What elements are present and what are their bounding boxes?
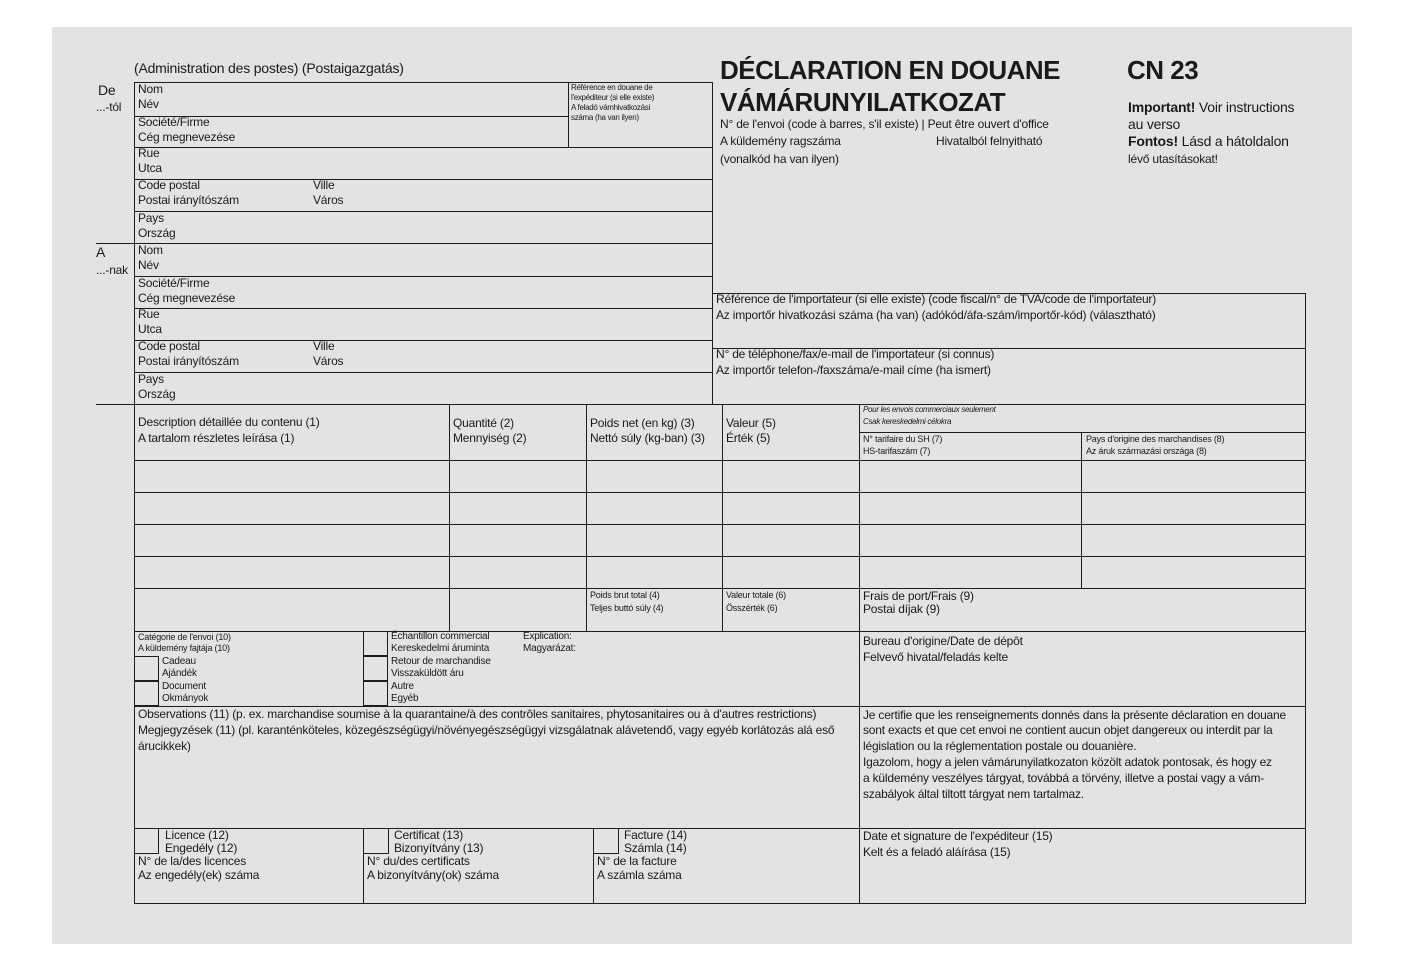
commercial-only-fr: Pour les envois commerciaux seulement bbox=[863, 405, 996, 414]
value-header-hu: Érték (5) bbox=[726, 431, 771, 445]
gross-weight-fr: Poids brut total (4) bbox=[590, 590, 660, 600]
recipient-nak-label: ...-nak bbox=[96, 263, 128, 277]
licence-label: Licence (12) bbox=[165, 828, 229, 842]
recipient-ville: Ville bbox=[313, 339, 335, 353]
category-ajandek: Ajándék bbox=[162, 668, 197, 679]
sender-pays: Pays bbox=[138, 211, 164, 225]
certify-line-2: sont exacts et que cet envoi ne contient aucun objet dangereux ou interdit par la bbox=[863, 723, 1273, 737]
szamla-label: Számla (14) bbox=[624, 841, 687, 855]
postage-fr: Frais de port/Frais (9) bbox=[863, 589, 974, 603]
postage-hu: Postai díjak (9) bbox=[863, 602, 940, 616]
category-retour: Retour de marchandise bbox=[391, 656, 491, 667]
important-note-2: au verso bbox=[1128, 116, 1181, 132]
certify-line-4: Igazolom, hogy a jelen vámárunyilatkozaton közölt adatok pontosak, és hogy ez bbox=[863, 755, 1272, 769]
checkbox-autre[interactable] bbox=[363, 681, 388, 706]
category-autre: Autre bbox=[391, 681, 414, 692]
form-title-hu: VÁMÁRUNYILATKOZAT bbox=[720, 87, 1006, 117]
recipient-code-postal: Code postal bbox=[138, 339, 200, 353]
recipient-utca: Utca bbox=[138, 322, 162, 336]
tariff-header-hu: HS-tarifaszám (7) bbox=[863, 446, 931, 456]
total-value-fr: Valeur totale (6) bbox=[726, 590, 786, 600]
certify-line-6: szabályok által tiltott tárgyat nem tartalmaz. bbox=[863, 787, 1084, 801]
recipient-a-label: A bbox=[96, 244, 106, 260]
form-title-fr: DÉCLARATION EN DOUANE bbox=[720, 55, 1061, 85]
gross-weight-hu: Teljes buttó súly (4) bbox=[590, 603, 664, 613]
hivatalbol-label: Hivatalból felnyitható bbox=[936, 134, 1043, 148]
bizonyitvany-label: Bizonyítvány (13) bbox=[394, 841, 484, 855]
sender-ville: Ville bbox=[313, 178, 335, 192]
origin-header-fr: Pays d'origine des marchandises (8) bbox=[1086, 434, 1225, 444]
sender-societe: Société/Firme bbox=[138, 115, 210, 129]
engedely-label: Engedély (12) bbox=[165, 841, 238, 855]
licence-number-fr: N° de la/des licences bbox=[138, 854, 246, 868]
fontos-note: Fontos! Lásd a hátoldalon bbox=[1128, 133, 1289, 149]
certificat-number-hu: A bizonyítvány(ok) száma bbox=[367, 868, 499, 882]
kuldemeny-ragszam-label: A küldemény ragszáma bbox=[720, 134, 841, 148]
sender-orszag: Ország bbox=[138, 226, 176, 240]
certify-line-5: a küldemény veszélyes tárgyat, továbbá a törvény, illetve a postai vagy a vám- bbox=[863, 771, 1265, 785]
checkbox-certificat[interactable] bbox=[363, 828, 389, 854]
certify-line-3: législation ou la réglementation postale ou douanière. bbox=[863, 739, 1137, 753]
sender-rue: Rue bbox=[138, 146, 160, 160]
administration-label: (Administration des postes) (Postaigazgatás) bbox=[134, 60, 404, 76]
vonalkod-label: (vonalkód ha van ilyen) bbox=[720, 152, 839, 166]
checkbox-cadeau[interactable] bbox=[134, 656, 159, 681]
sender-iranyitoszam: Postai irányítószám bbox=[138, 193, 239, 207]
facture-label: Facture (14) bbox=[624, 828, 687, 842]
tariff-header-fr: N° tarifaire du SH (7) bbox=[863, 434, 943, 444]
signature-label-fr: Date et signature de l'expéditeur (15) bbox=[863, 829, 1053, 843]
observations-line-3: árucikkek) bbox=[138, 739, 191, 753]
observations-line-1: Observations (11) (p. ex. marchandise soumise à la quarantaine/à des contrôles sanitaires, phytosanitaires ou à d'autres restrictions) bbox=[138, 707, 817, 721]
sender-varos: Város bbox=[313, 193, 344, 207]
recipient-societe: Société/Firme bbox=[138, 276, 210, 290]
sender-nom: Nom bbox=[138, 82, 163, 96]
recipient-orszag: Ország bbox=[138, 387, 176, 401]
category-document: Document bbox=[162, 681, 206, 692]
licence-number-hu: Az engedély(ek) száma bbox=[138, 868, 260, 882]
importer-tel-fr: N° de téléphone/fax/e-mail de l'importateur (si connus) bbox=[716, 347, 995, 361]
desc-header-hu: A tartalom részletes leírása (1) bbox=[138, 431, 295, 445]
recipient-varos: Város bbox=[313, 354, 344, 368]
office-origin-hu: Felvevő hivatal/feladás kelte bbox=[863, 650, 1008, 664]
commercial-only-hu: Csak kereskedelmi célokra bbox=[863, 417, 952, 426]
qty-header-hu: Mennyiség (2) bbox=[453, 431, 527, 445]
importer-ref-hu: Az importőr hivatkozási száma (ha van) (adókód/áfa-szám/importőr-kód) (választható) bbox=[716, 308, 1156, 322]
origin-header-hu: Az áruk származási országa (8) bbox=[1086, 446, 1207, 456]
importer-ref-fr: Référence de l'importateur (si elle existe) (code fiscal/n° de TVA/code de l'importateur) bbox=[716, 292, 1157, 306]
sender-code-postal: Code postal bbox=[138, 178, 200, 192]
recipient-iranyitoszam: Postai irányítószám bbox=[138, 354, 239, 368]
recipient-ceg: Cég megnevezése bbox=[138, 291, 236, 305]
importer-tel-hu: Az importőr telefon-/faxszáma/e-mail címe (ha ismert) bbox=[716, 363, 991, 377]
checkbox-facture[interactable] bbox=[593, 828, 619, 854]
checkbox-licence[interactable] bbox=[134, 828, 159, 854]
certificat-number-fr: N° du/des certificats bbox=[367, 854, 470, 868]
invoice-number-hu: A számla száma bbox=[597, 868, 682, 882]
sender-ref-1: Référence en douane de bbox=[571, 83, 653, 92]
sender-de-label: De bbox=[98, 82, 116, 98]
weight-header-hu: Nettó súly (kg-ban) (3) bbox=[590, 431, 705, 445]
category-egyeb: Egyéb bbox=[391, 693, 419, 704]
signature-label-hu: Kelt és a feladó aláírása (15) bbox=[863, 845, 1011, 859]
desc-header-fr: Description détaillée du contenu (1) bbox=[138, 415, 320, 429]
customs-declaration-form bbox=[52, 27, 1352, 944]
certify-line-1: Je certifie que les renseignements donnés dans la présente déclaration en douane bbox=[863, 708, 1286, 722]
checkbox-echantillon[interactable] bbox=[363, 631, 388, 656]
sender-ref-3: A feladó vámhivatkozási bbox=[571, 103, 650, 112]
sender-utca: Utca bbox=[138, 161, 162, 175]
category-okmanyok: Okmányok bbox=[162, 693, 209, 704]
sender-nev: Név bbox=[138, 97, 159, 111]
category-kereskedelmi: Kereskedelmi áruminta bbox=[391, 643, 490, 654]
certificat-label: Certificat (13) bbox=[394, 828, 464, 842]
total-value-hu: Összérték (6) bbox=[726, 603, 778, 613]
category-echantillon: Échantillon commercial bbox=[391, 631, 490, 642]
checkbox-retour[interactable] bbox=[363, 656, 388, 681]
recipient-nom: Nom bbox=[138, 243, 163, 257]
sender-ceg: Cég megnevezése bbox=[138, 130, 236, 144]
recipient-rue: Rue bbox=[138, 307, 160, 321]
category-cadeau: Cadeau bbox=[162, 656, 196, 667]
category-title-hu: A küldemény fajtája (10) bbox=[138, 643, 230, 653]
invoice-number-fr: N° de la facture bbox=[597, 854, 677, 868]
value-header-fr: Valeur (5) bbox=[726, 416, 776, 430]
explication-label: Explication: bbox=[523, 631, 572, 642]
qty-header-fr: Quantité (2) bbox=[453, 416, 514, 430]
checkbox-document[interactable] bbox=[134, 681, 159, 706]
envoi-number-label: N° de l'envoi (code à barres, s'il existe) | Peut être ouvert d'office bbox=[720, 117, 1049, 131]
sender-ref-2: l'expéditeur (si elle existe) bbox=[571, 93, 655, 102]
magyarazat-label: Magyarázat: bbox=[523, 643, 576, 654]
recipient-nev: Név bbox=[138, 258, 159, 272]
weight-header-fr: Poids net (en kg) (3) bbox=[590, 416, 695, 430]
sender-ref-4: száma (ha van ilyen) bbox=[571, 113, 639, 122]
fontos-note-2: lévő utasításokat! bbox=[1128, 152, 1218, 166]
important-note: Important! Voir instructions bbox=[1128, 99, 1295, 115]
observations-line-2: Megjegyzések (11) (pl. karanténköteles, közegészségügyi/növényegészségügyi vizsgálatnak alávetendő, vagy egyéb korlátozás alá eső bbox=[138, 723, 835, 737]
form-code: CN 23 bbox=[1127, 55, 1199, 85]
recipient-pays: Pays bbox=[138, 372, 164, 386]
category-title-fr: Catégorie de l'envoi (10) bbox=[138, 632, 231, 642]
sender-tol-label: ...-tól bbox=[96, 100, 122, 114]
office-origin-fr: Bureau d'origine/Date de dépôt bbox=[863, 634, 1023, 648]
category-visszakuldott: Visszaküldött áru bbox=[391, 668, 464, 679]
